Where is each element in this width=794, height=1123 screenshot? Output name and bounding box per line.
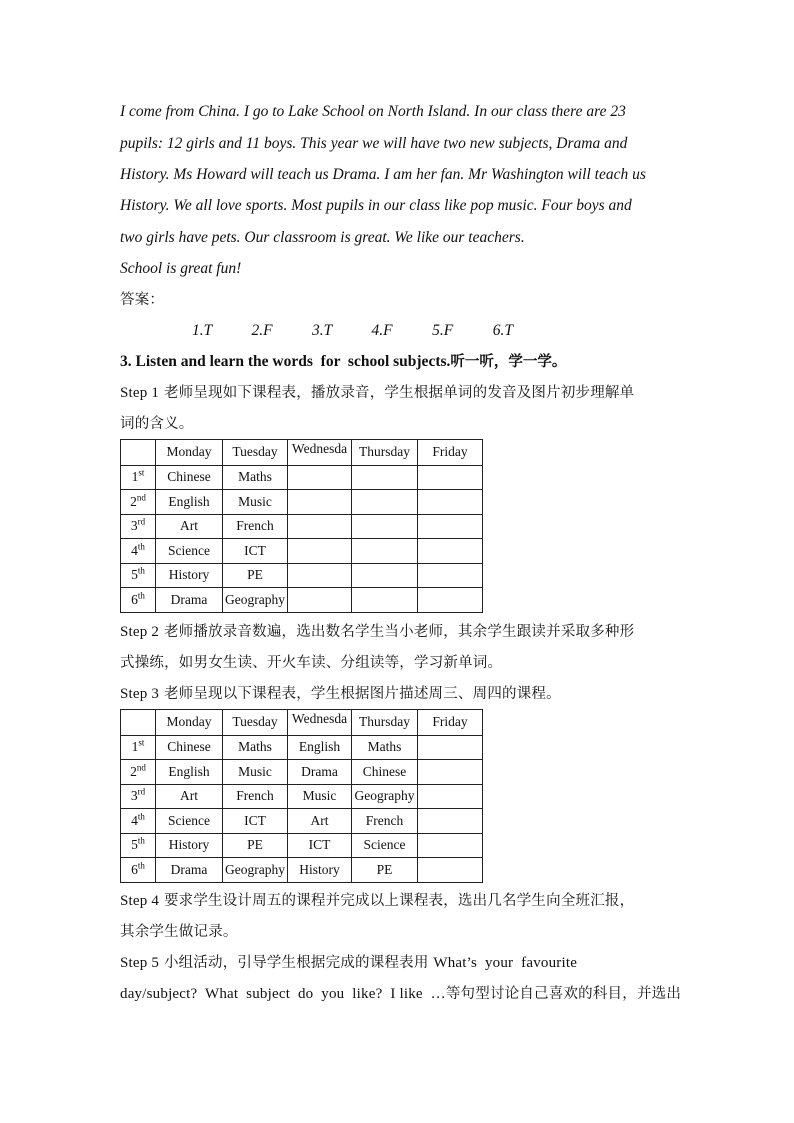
passage-line-2: pupils: 12 girls and 11 boys. This year we will have two new subjects, Drama and xyxy=(120,135,628,152)
timetable-1-subject-cell xyxy=(418,563,483,588)
period-number: 6 xyxy=(131,591,138,607)
timetable-1-subject-cell xyxy=(352,563,418,588)
period-suffix: th xyxy=(137,860,145,871)
timetable-1-subject-cell xyxy=(418,490,483,515)
timetable-2-period-cell xyxy=(121,760,156,785)
period-suffix: st xyxy=(138,467,145,478)
timetable-1-subject-cell xyxy=(352,539,418,564)
timetable-1-subject-cell xyxy=(418,514,483,539)
timetable-1-row xyxy=(121,465,483,490)
timetable-1-subject-cell xyxy=(288,514,352,539)
timetable-2-subject-cell: Geography xyxy=(352,784,418,809)
timetable-2-subject-cell: History xyxy=(156,833,223,858)
timetable-2-row xyxy=(121,760,483,785)
step-4-line-1 xyxy=(120,891,634,911)
timetable-2-day-header: Thursday xyxy=(352,710,418,736)
timetable-2-row xyxy=(121,784,483,809)
step-3-label: Step 3 xyxy=(120,686,160,702)
timetable-1-subject-cell xyxy=(288,588,352,613)
step-2-line-2: 式操练，如男女生读、开火车读、分组读等，学习新单词。 xyxy=(120,655,503,671)
timetable-2-period-cell xyxy=(121,809,156,834)
period-number: 4 xyxy=(131,542,138,558)
timetable-1-header-row xyxy=(121,440,483,466)
timetable-1-subject-cell: ICT xyxy=(223,539,288,564)
timetable-2-subject-cell xyxy=(418,858,483,883)
timetable-2-period-cell xyxy=(121,833,156,858)
timetable-1-period-cell xyxy=(121,465,156,490)
timetable-2-subject-cell: Music xyxy=(223,760,288,785)
timetable-2-subject-cell: Science xyxy=(352,833,418,858)
period-suffix: st xyxy=(138,737,145,748)
timetable-2-subject-cell: Maths xyxy=(223,735,288,760)
timetable-2-subject-cell: French xyxy=(352,809,418,834)
passage-line-5: two girls have pets. Our classroom is great. We like our teachers. xyxy=(120,229,525,246)
timetable-2-subject-cell: French xyxy=(223,784,288,809)
timetable-1-subject-cell: English xyxy=(156,490,223,515)
step-2-text-1: 老师播放录音数遍，选出数名学生当小老师，其余学生跟读并采取多种形 xyxy=(163,624,635,640)
timetable-2-row xyxy=(121,858,483,883)
step-4-line-2: 其余学生做记录。 xyxy=(120,924,238,940)
timetable-2-subject-cell xyxy=(418,760,483,785)
timetable-2-day-header: Monday xyxy=(156,710,223,736)
timetable-2-subject-cell xyxy=(418,833,483,858)
timetable-2-subject-cell: PE xyxy=(352,858,418,883)
timetable-2-subject-cell: English xyxy=(288,735,352,760)
timetable-2-period-cell xyxy=(121,784,156,809)
timetable-1-subject-cell xyxy=(288,490,352,515)
timetable-2-subject-cell: Art xyxy=(156,784,223,809)
timetable-1-subject-cell: History xyxy=(156,563,223,588)
timetable-1-subject-cell xyxy=(288,563,352,588)
timetable-2-subject-cell: History xyxy=(288,858,352,883)
period-suffix: rd xyxy=(137,786,146,797)
timetable-2-subject-cell: Art xyxy=(288,809,352,834)
timetable-1-day-header: Thursday xyxy=(352,440,418,466)
step-4-label: Step 4 xyxy=(120,893,160,909)
period-suffix: th xyxy=(137,565,145,576)
timetable-1-subject-cell: Drama xyxy=(156,588,223,613)
timetable-2-subject-cell xyxy=(418,735,483,760)
step-1-text-1: 老师呈现如下课程表，播放录音，学生根据单词的发音及图片初步理解单 xyxy=(163,385,635,401)
timetable-2-subject-cell: Science xyxy=(156,809,223,834)
step-3-line-1 xyxy=(120,684,561,704)
passage-line-1: I come from China. I go to Lake School on North Island. In our class there are 23 xyxy=(120,103,626,120)
timetable-2-header-row xyxy=(121,710,483,736)
timetable-1-period-cell xyxy=(121,539,156,564)
timetable-2-period-cell xyxy=(121,735,156,760)
timetable-1-row xyxy=(121,514,483,539)
period-number: 2 xyxy=(130,763,137,779)
timetable-2-subject-cell xyxy=(418,809,483,834)
answer-key: 1.T 2.F 3.T 4.F 5.F 6.T xyxy=(192,322,513,339)
step-4-text-1: 要求学生设计周五的课程并完成以上课程表，选出几名学生向全班汇报， xyxy=(163,893,635,909)
period-number: 5 xyxy=(131,567,138,583)
timetable-1-subject-cell xyxy=(418,465,483,490)
step-5-text-1: 小组活动，引导学生根据完成的课程表用 xyxy=(163,955,429,971)
timetable-2-row xyxy=(121,809,483,834)
timetable-1-row xyxy=(121,563,483,588)
timetable-1-day-header: Tuesday xyxy=(223,440,288,466)
timetable-1-subject-cell: PE xyxy=(223,563,288,588)
period-number: 3 xyxy=(130,518,138,534)
timetable-1-row xyxy=(121,539,483,564)
timetable-2-subject-cell: Geography xyxy=(223,858,288,883)
timetable-2-subject-cell: Drama xyxy=(156,858,223,883)
period-number: 5 xyxy=(131,837,138,853)
period-number: 1 xyxy=(131,739,139,755)
period-number: 1 xyxy=(131,469,139,485)
timetable-2-subject-cell: Music xyxy=(288,784,352,809)
timetable-1-subject-cell xyxy=(352,465,418,490)
timetable-1-subject-cell: Music xyxy=(223,490,288,515)
timetable-1-subject-cell: Chinese xyxy=(156,465,223,490)
answer-label: 答案： xyxy=(120,292,165,308)
period-number: 6 xyxy=(131,861,138,877)
passage-line-4: History. We all love sports. Most pupils in our class like pop music. Four boys and xyxy=(120,197,632,214)
step-3-text-1: 老师呈现以下课程表，学生根据图片描述周三、周四的课程。 xyxy=(163,686,561,702)
timetable-1-subject-cell: Art xyxy=(156,514,223,539)
period-number: 4 xyxy=(131,812,138,828)
timetable-1-row xyxy=(121,588,483,613)
timetable-1-subject-cell: Geography xyxy=(223,588,288,613)
passage-line-3: History. Ms Howard will teach us Drama. I am her fan. Mr Washington will teach us xyxy=(120,166,646,183)
timetable-1-day-header: Monday xyxy=(156,440,223,466)
timetable-1-period-cell xyxy=(121,490,156,515)
timetable-2-subject-cell: Maths xyxy=(352,735,418,760)
timetable-2-day-header: Tuesday xyxy=(223,710,288,736)
period-suffix: th xyxy=(137,835,145,846)
timetable-2-subject-cell: PE xyxy=(223,833,288,858)
timetable-1-subject-cell xyxy=(288,465,352,490)
timetable-2-subject-cell xyxy=(418,784,483,809)
step-5-text-4: 等句型讨论自己喜欢的科目，并选出 xyxy=(445,986,682,1002)
section-3-title-en: 3. Listen and learn the words for school subjects. xyxy=(120,353,451,370)
timetable-1-subject-cell xyxy=(418,588,483,613)
step-2-line-1 xyxy=(120,622,634,642)
period-suffix: th xyxy=(137,811,145,822)
step-1-label: Step 1 xyxy=(120,385,160,401)
timetable-2-subject-cell: ICT xyxy=(288,833,352,858)
timetable-1-subject-cell xyxy=(352,490,418,515)
step-5-text-2: What’s your favourite xyxy=(433,955,578,971)
timetable-1-corner-cell xyxy=(121,440,156,466)
period-suffix: th xyxy=(137,541,145,552)
timetable-1-subject-cell xyxy=(288,539,352,564)
timetable-2-subject-cell: ICT xyxy=(223,809,288,834)
timetable-1-subject-cell: Science xyxy=(156,539,223,564)
timetable-1 xyxy=(120,439,483,613)
timetable-2-subject-cell: English xyxy=(156,760,223,785)
timetable-1-period-cell xyxy=(121,514,156,539)
timetable-2-row xyxy=(121,735,483,760)
timetable-2-day-header: Wednesda xyxy=(288,710,352,736)
timetable-1-day-header: Wednesda xyxy=(288,440,352,466)
step-5-line-1 xyxy=(120,953,577,973)
timetable-2-subject-cell: Drama xyxy=(288,760,352,785)
timetable-2-day-header: Friday xyxy=(418,710,483,736)
step-1-line-2: 词的含义。 xyxy=(120,416,194,432)
timetable-1-subject-cell: Maths xyxy=(223,465,288,490)
period-number: 2 xyxy=(130,493,137,509)
timetable-1-period-cell xyxy=(121,563,156,588)
section-3-heading xyxy=(120,352,566,372)
passage-line-6: School is great fun! xyxy=(120,260,242,277)
timetable-2 xyxy=(120,709,483,883)
timetable-2-period-cell xyxy=(121,858,156,883)
timetable-2-subject-cell: Chinese xyxy=(352,760,418,785)
timetable-1-subject-cell xyxy=(352,588,418,613)
section-3-title-cn: 听一听，学一学。 xyxy=(450,354,567,370)
step-1-line-1 xyxy=(120,383,634,403)
timetable-1-subject-cell xyxy=(418,539,483,564)
period-number: 3 xyxy=(130,788,138,804)
timetable-1-day-header: Friday xyxy=(418,440,483,466)
timetable-1-subject-cell xyxy=(352,514,418,539)
timetable-2-row xyxy=(121,833,483,858)
timetable-2-corner-cell xyxy=(121,710,156,736)
period-suffix: nd xyxy=(136,492,146,503)
period-suffix: rd xyxy=(137,516,146,527)
period-suffix: th xyxy=(137,590,145,601)
timetable-1-row xyxy=(121,490,483,515)
period-suffix: nd xyxy=(136,762,146,773)
step-2-label: Step 2 xyxy=(120,624,160,640)
timetable-2-subject-cell: Chinese xyxy=(156,735,223,760)
step-5-label: Step 5 xyxy=(120,955,160,971)
step-5-line-2 xyxy=(120,984,681,1004)
timetable-1-period-cell xyxy=(121,588,156,613)
step-5-text-3: day/subject? What subject do you like? I like … xyxy=(120,986,446,1002)
timetable-1-subject-cell: French xyxy=(223,514,288,539)
